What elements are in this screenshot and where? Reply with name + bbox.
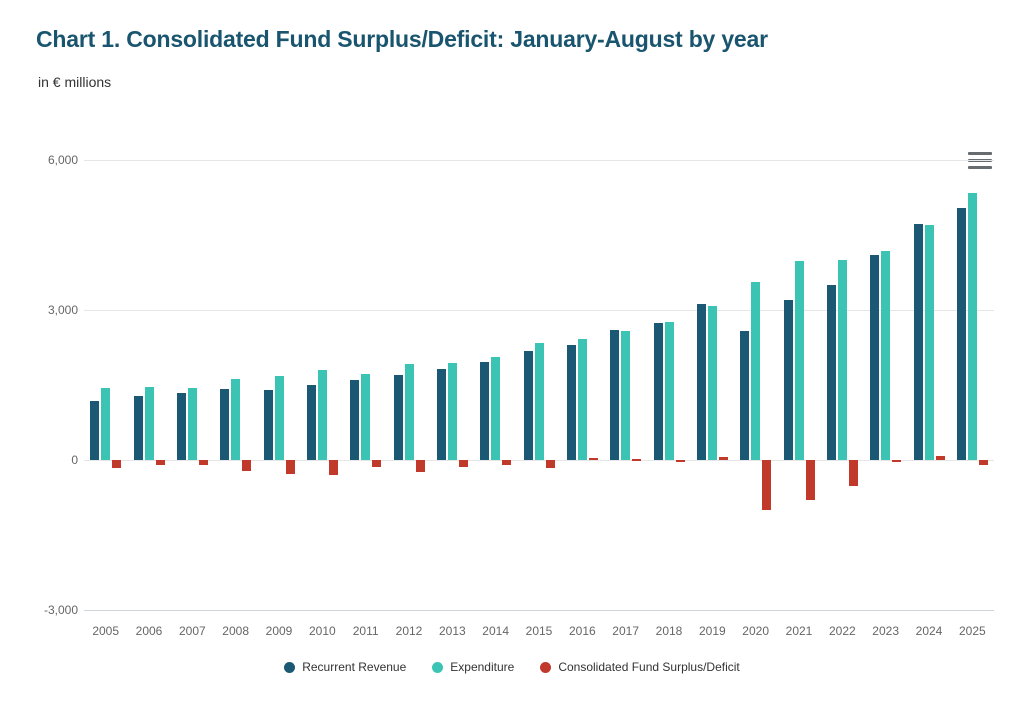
bar[interactable]	[405, 364, 414, 461]
bar[interactable]	[231, 379, 240, 460]
bar[interactable]	[925, 225, 934, 460]
bar[interactable]	[567, 345, 576, 460]
x-axis-tick-label: 2011	[352, 624, 379, 638]
bar[interactable]	[242, 460, 251, 471]
bar[interactable]	[416, 460, 425, 472]
bar[interactable]	[101, 388, 110, 461]
x-axis-tick-label: 2005	[92, 624, 120, 638]
gridline	[84, 310, 994, 311]
legend-label: Consolidated Fund Surplus/Deficit	[558, 660, 740, 674]
x-axis-tick-label: 2006	[135, 624, 163, 638]
bar[interactable]	[394, 375, 403, 460]
x-axis-tick-label: 2024	[915, 624, 943, 638]
legend-swatch-icon	[284, 662, 295, 673]
x-axis-tick-label: 2010	[308, 624, 336, 638]
bar[interactable]	[199, 460, 208, 465]
bar[interactable]	[665, 322, 674, 460]
bar[interactable]	[881, 251, 890, 460]
bar[interactable]	[177, 393, 186, 461]
x-axis-tick-label: 2007	[178, 624, 206, 638]
x-axis-tick-label: 2016	[568, 624, 596, 638]
bar[interactable]	[480, 362, 489, 460]
x-axis-tick-label: 2020	[742, 624, 769, 638]
bar[interactable]	[784, 300, 793, 460]
bar[interactable]	[350, 380, 359, 460]
bar[interactable]	[762, 460, 771, 510]
bar[interactable]	[372, 460, 381, 467]
plot-area	[43, 153, 994, 638]
bar[interactable]	[188, 388, 197, 460]
bar[interactable]	[90, 401, 99, 460]
bar[interactable]	[838, 260, 847, 461]
legend-swatch-icon	[540, 662, 551, 673]
legend-label: Recurrent Revenue	[302, 660, 407, 674]
bar[interactable]	[329, 460, 338, 475]
bar[interactable]	[134, 396, 143, 461]
bar[interactable]	[459, 460, 468, 467]
x-axis-tick-label: 2019	[698, 624, 726, 638]
bar[interactable]	[654, 323, 663, 461]
y-axis-tick-label: -3,000	[43, 603, 78, 617]
bar[interactable]	[957, 208, 966, 461]
x-axis-tick-label: 2009	[265, 624, 293, 638]
bar[interactable]	[676, 460, 685, 462]
bar[interactable]	[697, 304, 706, 461]
x-axis-tick-label: 2008	[222, 624, 249, 638]
legend-label: Expenditure	[450, 660, 515, 674]
x-axis-tick-label: 2023	[872, 624, 899, 638]
bar[interactable]	[524, 351, 533, 460]
bar[interactable]	[437, 369, 446, 460]
chart-title: Chart 1. Consolidated Fund Surplus/Deficit: January-August by year	[36, 26, 768, 52]
x-axis-tick-label: 2022	[828, 624, 856, 638]
x-axis-tick-label: 2018	[655, 624, 683, 638]
bar[interactable]	[275, 376, 284, 460]
bar[interactable]	[502, 460, 511, 465]
bar[interactable]	[892, 460, 901, 462]
bar[interactable]	[491, 357, 500, 460]
bar[interactable]	[632, 459, 641, 461]
x-axis-tick-label: 2015	[525, 624, 553, 638]
x-axis-tick-label: 2025	[958, 624, 986, 638]
x-axis-tick-label: 2013	[438, 624, 466, 638]
bar[interactable]	[979, 460, 988, 465]
bar[interactable]	[307, 385, 316, 461]
bar[interactable]	[719, 457, 728, 460]
bar[interactable]	[578, 339, 587, 460]
bar[interactable]	[145, 387, 154, 460]
bar[interactable]	[708, 306, 717, 460]
bar[interactable]	[112, 460, 121, 468]
x-axis-tick-label: 2021	[785, 624, 813, 638]
bar[interactable]	[870, 255, 879, 460]
legend-item[interactable]	[432, 660, 514, 674]
bar[interactable]	[795, 261, 804, 461]
bar[interactable]	[589, 458, 598, 460]
bar[interactable]	[535, 343, 544, 460]
bar[interactable]	[361, 374, 370, 461]
bar[interactable]	[448, 363, 457, 461]
gridline	[84, 610, 994, 611]
bar[interactable]	[220, 389, 229, 460]
bar[interactable]	[286, 460, 295, 474]
bar[interactable]	[621, 331, 630, 460]
bar[interactable]	[546, 460, 555, 468]
bar[interactable]	[936, 456, 945, 461]
x-axis-tick-label: 2012	[395, 624, 423, 638]
gridline	[84, 160, 994, 161]
x-axis-tick-label: 2014	[482, 624, 509, 638]
chart-subtitle: in € millions	[38, 74, 112, 90]
legend-item[interactable]	[540, 660, 739, 674]
bar[interactable]	[849, 460, 858, 486]
bar[interactable]	[827, 285, 836, 460]
bar[interactable]	[264, 390, 273, 460]
y-axis-tick-label: 6,000	[47, 153, 78, 167]
bar[interactable]	[751, 282, 760, 460]
chart-legend	[0, 660, 1024, 674]
bar[interactable]	[740, 331, 749, 460]
y-axis-tick-label: 0	[71, 453, 78, 467]
legend-swatch-icon	[432, 662, 443, 673]
bar[interactable]	[914, 224, 923, 461]
bar[interactable]	[806, 460, 815, 500]
bar[interactable]	[156, 460, 165, 465]
bar[interactable]	[610, 330, 619, 460]
legend-item[interactable]	[284, 660, 406, 674]
bar[interactable]	[968, 193, 977, 461]
y-axis-tick-label: 3,000	[47, 303, 78, 317]
x-axis-tick-label: 2017	[612, 624, 639, 638]
bar[interactable]	[318, 370, 327, 460]
